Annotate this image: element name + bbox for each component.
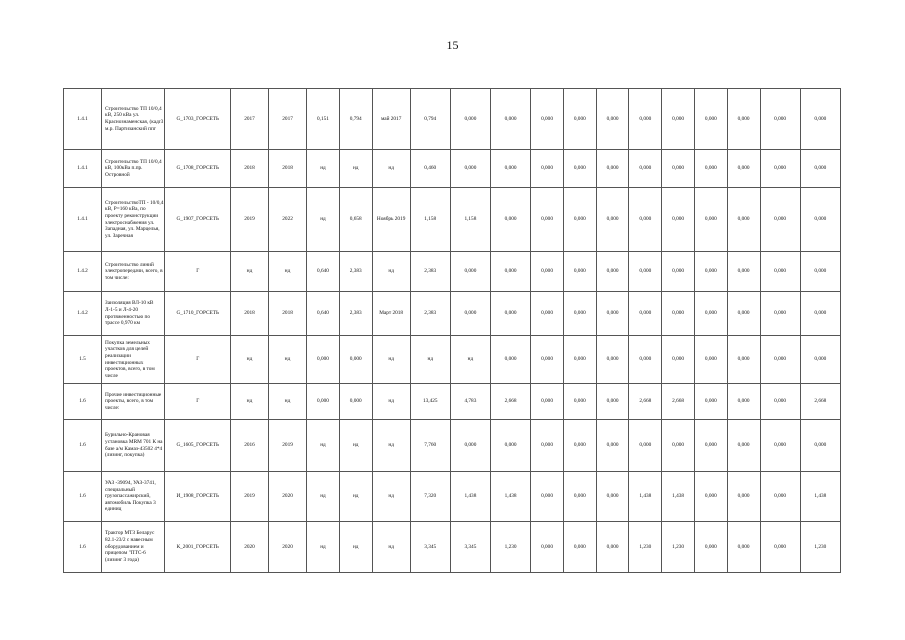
- row-date-cell: нд: [372, 384, 410, 420]
- row-value-cell: 0,000: [629, 150, 662, 188]
- row-value-cell: 0,000: [760, 252, 800, 292]
- row-value-cell: 1,438: [662, 472, 695, 522]
- row-value-cell: 0,000: [727, 150, 760, 188]
- row-value-cell: 0,000: [490, 292, 530, 336]
- row-start-year-cell: 2020: [231, 522, 269, 573]
- row-value-cell: 0,000: [800, 252, 840, 292]
- row-number-cell: 1.4.1: [64, 89, 102, 150]
- row-start-year-cell: 2019: [231, 188, 269, 252]
- row-value-cell: 0,000: [339, 336, 372, 384]
- row-value-cell: 0,000: [727, 89, 760, 150]
- row-value-cell: 0,000: [596, 472, 629, 522]
- row-value-cell: 0,000: [629, 188, 662, 252]
- row-end-year-cell: 2017: [269, 89, 307, 150]
- row-code-cell: G_1710_ГОРСЕТЬ: [165, 292, 231, 336]
- row-value-cell: 0,000: [450, 89, 490, 150]
- row-value-cell: 0,000: [563, 252, 596, 292]
- row-value-cell: 0,640: [307, 292, 340, 336]
- row-value-cell: 0,000: [450, 150, 490, 188]
- row-code-cell: Г: [165, 384, 231, 420]
- row-value-cell: 0,000: [800, 150, 840, 188]
- row-value-cell: 0,000: [727, 188, 760, 252]
- row-end-year-cell: 2019: [269, 420, 307, 472]
- row-value-cell: 1,230: [490, 522, 530, 573]
- row-value-cell: 0,000: [531, 252, 564, 292]
- row-date-cell: нд: [372, 252, 410, 292]
- row-value-cell: 0,794: [339, 89, 372, 150]
- row-end-year-cell: нд: [269, 252, 307, 292]
- row-code-cell: Г: [165, 252, 231, 292]
- table-row: [64, 89, 841, 150]
- row-code-cell: И_1908_ГОРСЕТЬ: [165, 472, 231, 522]
- row-value-cell: 0,000: [563, 420, 596, 472]
- row-value-cell: 0,000: [694, 150, 727, 188]
- row-value-cell: нд: [307, 420, 340, 472]
- row-value-cell: 0,658: [339, 188, 372, 252]
- row-start-year-cell: 2017: [231, 89, 269, 150]
- row-value-cell: 0,000: [531, 292, 564, 336]
- table-row: [64, 522, 841, 573]
- row-value-cell: 0,000: [694, 522, 727, 573]
- row-number-cell: 1.6: [64, 472, 102, 522]
- row-value-cell: 0,000: [563, 522, 596, 573]
- row-value-cell: 0,000: [662, 89, 695, 150]
- row-start-year-cell: 2018: [231, 150, 269, 188]
- row-value-cell: нд: [307, 522, 340, 573]
- row-end-year-cell: 2018: [269, 150, 307, 188]
- row-value-cell: 1,158: [450, 188, 490, 252]
- row-value-cell: 0,000: [760, 336, 800, 384]
- row-description-cell: Строительство линий электропередачи, всего, в том числе:: [102, 252, 165, 292]
- row-value-cell: 0,000: [694, 420, 727, 472]
- row-value-cell: 0,000: [760, 522, 800, 573]
- row-value-cell: 1,230: [662, 522, 695, 573]
- row-value-cell: 0,000: [563, 89, 596, 150]
- row-value-cell: 0,000: [563, 292, 596, 336]
- row-value-cell: 0,000: [490, 150, 530, 188]
- row-description-cell: Трактор МТЗ Беларус 82.1-23/2 с навесным оборудованием и прицепом "ПТС-6 (лизинг 3 года): [102, 522, 165, 573]
- row-value-cell: 0,000: [662, 150, 695, 188]
- row-value-cell: 0,000: [490, 188, 530, 252]
- row-value-cell: 0,000: [800, 188, 840, 252]
- row-end-year-cell: 2018: [269, 292, 307, 336]
- row-value-cell: 0,000: [531, 336, 564, 384]
- row-number-cell: 1.4.1: [64, 150, 102, 188]
- row-value-cell: нд: [450, 336, 490, 384]
- table-row: [64, 252, 841, 292]
- row-value-cell: 1,230: [800, 522, 840, 573]
- row-value-cell: нд: [307, 188, 340, 252]
- row-code-cell: G_1708_ГОРСЕТЬ: [165, 150, 231, 188]
- row-value-cell: 0,000: [596, 384, 629, 420]
- row-start-year-cell: нд: [231, 336, 269, 384]
- row-value-cell: 0,000: [563, 188, 596, 252]
- row-value-cell: 0,000: [727, 522, 760, 573]
- row-value-cell: 0,640: [307, 252, 340, 292]
- row-value-cell: 0,000: [760, 89, 800, 150]
- row-value-cell: 0,000: [490, 336, 530, 384]
- row-value-cell: 2,668: [629, 384, 662, 420]
- row-value-cell: 0,000: [727, 472, 760, 522]
- row-value-cell: 0,000: [307, 384, 340, 420]
- row-value-cell: 0,000: [596, 292, 629, 336]
- row-value-cell: 0,000: [760, 292, 800, 336]
- row-number-cell: 1.6: [64, 384, 102, 420]
- row-value-cell: 1,438: [450, 472, 490, 522]
- row-value-cell: 3,345: [410, 522, 450, 573]
- row-value-cell: 0,000: [490, 89, 530, 150]
- row-description-cell: УАЗ -39094, УАЗ-3741, специальный грузопассажирский, автомобиль Покупка 3 единиц: [102, 472, 165, 522]
- row-value-cell: 0,000: [800, 336, 840, 384]
- row-value-cell: 0,000: [596, 89, 629, 150]
- table-row: [64, 384, 841, 420]
- table-row: [64, 292, 841, 336]
- row-value-cell: 0,000: [662, 420, 695, 472]
- row-value-cell: 0,000: [800, 89, 840, 150]
- row-value-cell: 1,438: [490, 472, 530, 522]
- row-value-cell: 0,000: [339, 384, 372, 420]
- row-value-cell: нд: [339, 150, 372, 188]
- row-value-cell: 0,000: [727, 252, 760, 292]
- row-start-year-cell: 2016: [231, 420, 269, 472]
- row-value-cell: 0,460: [410, 150, 450, 188]
- row-value-cell: 0,000: [596, 420, 629, 472]
- row-end-year-cell: нд: [269, 336, 307, 384]
- row-value-cell: 1,438: [629, 472, 662, 522]
- row-value-cell: нд: [339, 420, 372, 472]
- row-value-cell: 7,320: [410, 472, 450, 522]
- row-value-cell: 0,000: [629, 420, 662, 472]
- row-date-cell: май 2017: [372, 89, 410, 150]
- row-code-cell: Г: [165, 336, 231, 384]
- row-value-cell: 0,000: [531, 522, 564, 573]
- row-value-cell: 0,000: [662, 188, 695, 252]
- row-value-cell: 0,794: [410, 89, 450, 150]
- row-value-cell: 0,000: [563, 472, 596, 522]
- row-value-cell: 0,000: [563, 150, 596, 188]
- row-value-cell: 0,000: [694, 252, 727, 292]
- row-value-cell: 0,000: [727, 292, 760, 336]
- row-value-cell: 0,000: [694, 292, 727, 336]
- row-value-cell: 1,158: [410, 188, 450, 252]
- table-row: [64, 150, 841, 188]
- row-number-cell: 1.4.2: [64, 292, 102, 336]
- row-value-cell: 2,383: [339, 252, 372, 292]
- table-row: [64, 472, 841, 522]
- row-value-cell: 0,000: [694, 89, 727, 150]
- row-description-cell: СтроительствоТП - 10/0,4 кВ, P=160 кВа, по проекту реконструкции электроснабжения ул. Западная, ул. Марцелья, ул. Заречная: [102, 188, 165, 252]
- row-value-cell: 1,230: [629, 522, 662, 573]
- row-value-cell: 0,000: [629, 336, 662, 384]
- row-value-cell: 0,000: [694, 188, 727, 252]
- row-description-cell: Строительство ТП 10/0,4 кВ, 100кВа п.пр. Островной: [102, 150, 165, 188]
- row-value-cell: 0,000: [694, 384, 727, 420]
- row-start-year-cell: нд: [231, 384, 269, 420]
- row-value-cell: 2,383: [410, 292, 450, 336]
- row-date-cell: нд: [372, 420, 410, 472]
- row-description-cell: Покупка земельных участков для целей реализации инвестиционных проектов, всего, в том числе: [102, 336, 165, 384]
- row-value-cell: 0,000: [662, 292, 695, 336]
- row-value-cell: 13,425: [410, 384, 450, 420]
- row-value-cell: 0,000: [727, 336, 760, 384]
- row-value-cell: 0,000: [727, 384, 760, 420]
- table-row: [64, 420, 841, 472]
- row-value-cell: 0,151: [307, 89, 340, 150]
- row-value-cell: нд: [307, 472, 340, 522]
- row-value-cell: 0,000: [629, 89, 662, 150]
- row-value-cell: 0,000: [531, 188, 564, 252]
- row-value-cell: 0,000: [450, 292, 490, 336]
- row-value-cell: 2,668: [800, 384, 840, 420]
- row-value-cell: 1,438: [800, 472, 840, 522]
- row-value-cell: 2,668: [662, 384, 695, 420]
- row-value-cell: 0,000: [800, 420, 840, 472]
- row-number-cell: 1.4.2: [64, 252, 102, 292]
- row-code-cell: G_1907_ГОРСЕТЬ: [165, 188, 231, 252]
- row-value-cell: нд: [339, 472, 372, 522]
- row-code-cell: К_2001_ГОРСЕТЬ: [165, 522, 231, 573]
- row-value-cell: 0,000: [596, 336, 629, 384]
- row-value-cell: 0,000: [760, 384, 800, 420]
- row-number-cell: 1.4.1: [64, 188, 102, 252]
- row-value-cell: 0,000: [760, 188, 800, 252]
- row-value-cell: 0,000: [694, 336, 727, 384]
- row-value-cell: 2,383: [339, 292, 372, 336]
- row-value-cell: 0,000: [531, 420, 564, 472]
- page-number: 15: [446, 38, 459, 52]
- row-code-cell: G_1605_ГОРСЕТЬ: [165, 420, 231, 472]
- row-value-cell: 0,000: [800, 292, 840, 336]
- row-value-cell: 0,000: [563, 384, 596, 420]
- row-value-cell: 0,000: [596, 188, 629, 252]
- row-value-cell: нд: [307, 150, 340, 188]
- row-start-year-cell: 2018: [231, 292, 269, 336]
- row-value-cell: 4,783: [450, 384, 490, 420]
- row-value-cell: 0,000: [563, 336, 596, 384]
- row-value-cell: 0,000: [450, 252, 490, 292]
- row-value-cell: 0,000: [629, 252, 662, 292]
- table-row: [64, 336, 841, 384]
- row-value-cell: 0,000: [531, 89, 564, 150]
- row-description-cell: Строительство ТП 10/0,4 кВ, 250 кВа ул. Краснознаменская, (кадr3 м.р. Партизанский ппг: [102, 89, 165, 150]
- row-value-cell: 0,000: [490, 252, 530, 292]
- row-value-cell: 0,000: [490, 420, 530, 472]
- row-value-cell: 7,760: [410, 420, 450, 472]
- row-value-cell: 0,000: [307, 336, 340, 384]
- row-value-cell: 0,000: [694, 472, 727, 522]
- row-value-cell: нд: [410, 336, 450, 384]
- row-value-cell: 0,000: [727, 420, 760, 472]
- row-value-cell: 0,000: [596, 150, 629, 188]
- row-end-year-cell: нд: [269, 384, 307, 420]
- row-value-cell: 0,000: [596, 522, 629, 573]
- row-number-cell: 1.5: [64, 336, 102, 384]
- row-code-cell: G_1703_ГОРСЕТЬ: [165, 89, 231, 150]
- row-date-cell: нд: [372, 522, 410, 573]
- row-value-cell: 2,668: [490, 384, 530, 420]
- investment-table: [63, 88, 841, 573]
- row-value-cell: 0,000: [662, 252, 695, 292]
- row-value-cell: 0,000: [629, 292, 662, 336]
- row-value-cell: 0,000: [450, 420, 490, 472]
- row-number-cell: 1.6: [64, 420, 102, 472]
- row-start-year-cell: нд: [231, 252, 269, 292]
- row-value-cell: нд: [339, 522, 372, 573]
- row-date-cell: Март 2018: [372, 292, 410, 336]
- row-value-cell: 2,383: [410, 252, 450, 292]
- row-date-cell: нд: [372, 472, 410, 522]
- row-start-year-cell: 2019: [231, 472, 269, 522]
- row-description-cell: Прочие инвестиционные проекты, всего, в том числе:: [102, 384, 165, 420]
- row-value-cell: 0,000: [531, 150, 564, 188]
- row-value-cell: 0,000: [760, 420, 800, 472]
- row-number-cell: 1.6: [64, 522, 102, 573]
- row-end-year-cell: 2022: [269, 188, 307, 252]
- row-value-cell: 0,000: [760, 150, 800, 188]
- row-value-cell: 0,000: [531, 472, 564, 522]
- row-date-cell: нд: [372, 150, 410, 188]
- table-row: [64, 188, 841, 252]
- row-value-cell: 3,345: [450, 522, 490, 573]
- row-value-cell: 0,000: [596, 252, 629, 292]
- row-end-year-cell: 2020: [269, 522, 307, 573]
- row-value-cell: 0,000: [531, 384, 564, 420]
- row-end-year-cell: 2020: [269, 472, 307, 522]
- row-description-cell: Бурильно-Крановая установка МRМ 701 К на базе а/м Камаз-43502 4*4 (лизинг, покупка): [102, 420, 165, 472]
- row-date-cell: Ноябрь 2019: [372, 188, 410, 252]
- row-value-cell: 0,000: [662, 336, 695, 384]
- row-value-cell: 0,000: [760, 472, 800, 522]
- row-date-cell: нд: [372, 336, 410, 384]
- row-description-cell: Заизоляция ВЛ-10 кВ Л-1-5 и Л-4-20 протяженностью по трассе 0,970 км: [102, 292, 165, 336]
